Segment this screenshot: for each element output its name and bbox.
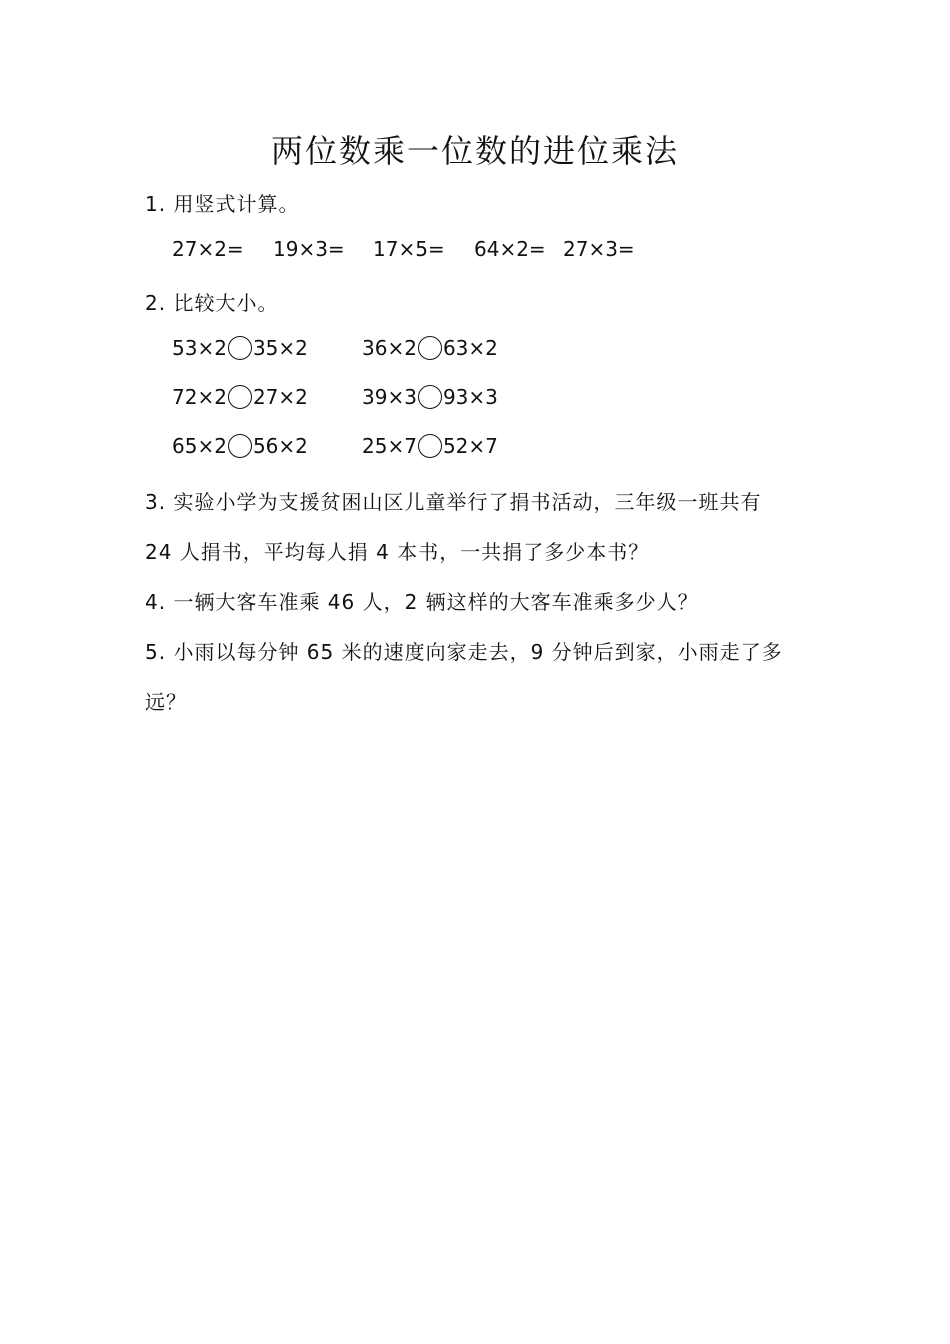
compare-item [362, 385, 498, 409]
compare-left: 25×7 [362, 434, 417, 458]
compare-right: 63×2 [442, 336, 498, 360]
compare-left: 53×2 [172, 336, 227, 360]
compare-right: 93×3 [442, 385, 498, 409]
compare-item [362, 336, 498, 360]
answer-circle[interactable] [418, 434, 442, 458]
compare-item [172, 385, 308, 409]
question-2-heading: 2. 比较大小。 [145, 291, 279, 315]
question-5-line-1: 5. 小雨以每分钟 65 米的速度向家走去，9 分钟后到家，小雨走了多 [145, 640, 783, 664]
compare-item [362, 434, 498, 458]
compare-left: 39×3 [362, 385, 417, 409]
compare-right: 56×2 [252, 434, 308, 458]
calc-item: 19×3= [273, 237, 345, 261]
calc-item: 27×2= [172, 237, 244, 261]
page-title: 两位数乘一位数的进位乘法 [270, 132, 679, 170]
answer-circle[interactable] [418, 385, 442, 409]
compare-right: 35×2 [252, 336, 308, 360]
calc-item: 27×3= [563, 237, 635, 261]
compare-right: 52×7 [442, 434, 498, 458]
answer-circle[interactable] [228, 434, 252, 458]
question-4-line-1: 4. 一辆大客车准乘 46 人，2 辆这样的大客车准乘多少人？ [145, 590, 699, 614]
compare-right: 27×2 [252, 385, 308, 409]
question-1-heading: 1. 用竖式计算。 [145, 192, 300, 216]
compare-left: 36×2 [362, 336, 417, 360]
question-3-line-1: 3. 实验小学为支援贫困山区儿童举行了捐书活动，三年级一班共有 [145, 490, 762, 514]
calc-item: 17×5= [373, 237, 445, 261]
calc-item: 64×2= [474, 237, 546, 261]
compare-left: 72×2 [172, 385, 227, 409]
compare-item [172, 336, 308, 360]
question-5-line-2: 远？ [145, 690, 187, 714]
answer-circle[interactable] [418, 336, 442, 360]
answer-circle[interactable] [228, 336, 252, 360]
answer-circle[interactable] [228, 385, 252, 409]
compare-item [172, 434, 308, 458]
compare-left: 65×2 [172, 434, 227, 458]
question-3-line-2: 24 人捐书，平均每人捐 4 本书，一共捐了多少本书？ [145, 540, 650, 564]
